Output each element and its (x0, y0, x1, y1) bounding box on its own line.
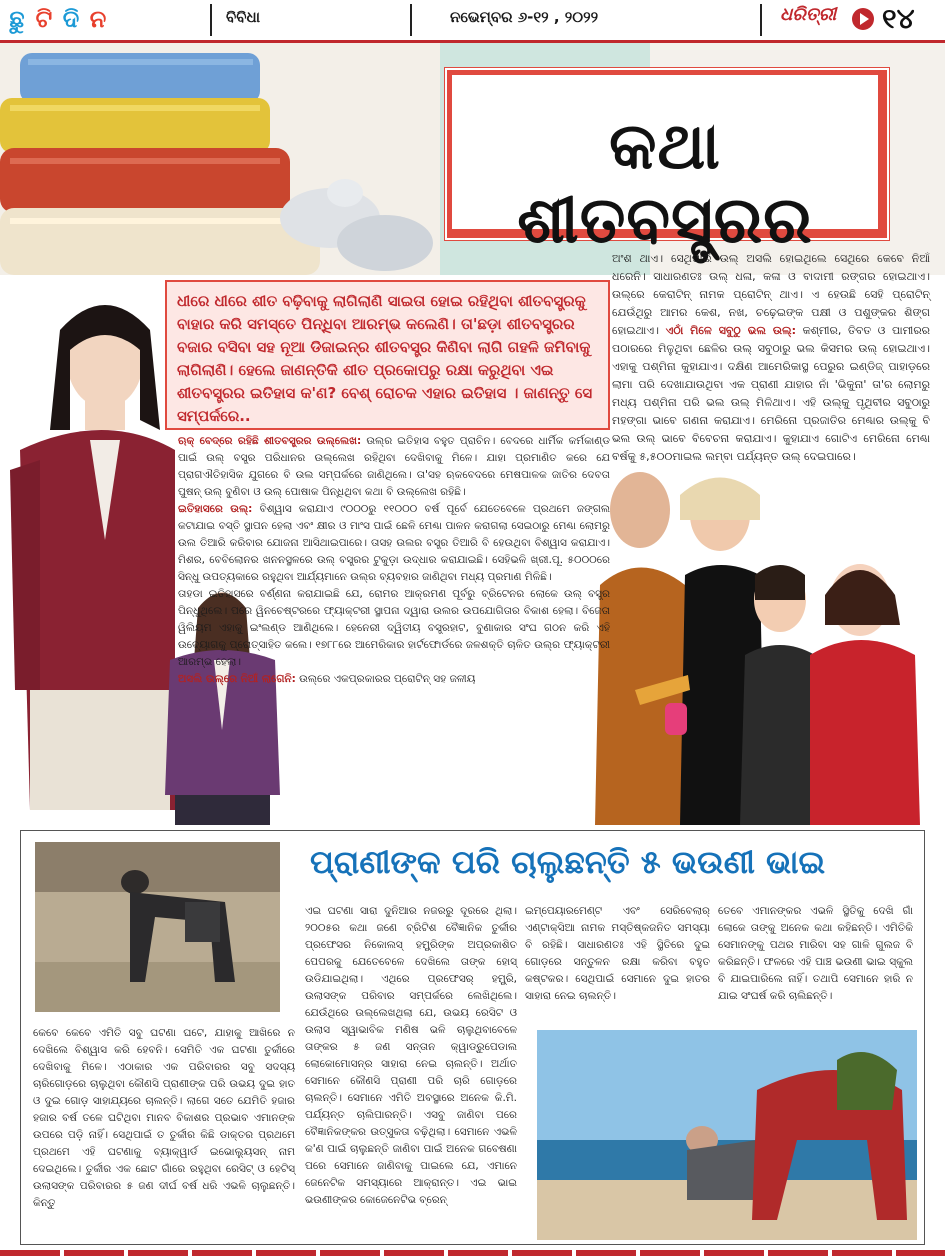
woman-maroon-cardigan-image (0, 290, 175, 830)
page-header (0, 0, 945, 43)
paragraph: ଅଂଶ ଥାଏ। ସେଥିପାଇଁ ଉଲ୍ ଅସଲି ହୋଇଥିଲେ ସେଥିରେ କେବେ ନିଆଁ ଧରେନି। ସାଧାରଣତଃ ଉଲ୍ ଧଳା, କଳା ଓ ବାଦାମୀ ରଙ୍ଗର ହୋଇଥାଏ। ଉଲ୍‌ରେ କେରାଟିନ୍ ନାମକ ପ୍ରୋଟିନ୍ ଥାଏ। ଏ ହେଉଛି ସେହି ପ୍ରୋଟିନ୍ ଯେଉଁଥିରୁ ଆମର କେଶ, ନଖ, ଚଢ଼େଇଙ୍କ ପକ୍ଷୀ ଓ ପଶୁଙ୍କର ଶିଙ୍ଗ ହୋଇଥାଏ। (612, 252, 930, 337)
subheading: ଋକ୍ ବେଦ୍‌ରେ ରହିଛି ଶୀତବସ୍ତ୍ରର ଉଲ୍ଲେଖ: (178, 435, 362, 447)
bottom-column-1: କେବେ କେବେ ଏମିତି ସବୁ ଘଟଣା ଘଟେ, ଯାହାକୁ ଆଖିରେ ନ ଦେଖିଲେ ବିଶ୍ୱାସ କରି ହେବନି। ସେମିତି ଏକ ଘଟଣା ତୁର୍କୀରେ ଦେଖିବାକୁ ମିଳେ। ଏଠାକାର ଏକ ପରିବାରର ସବୁ ସଦସ୍ୟ ଚାରିଗୋଡ଼ରେ ଚାଲୁଥିବା କୌଣସି ପ୍ରାଣୀଙ୍କ ପରି ଉଭୟ ଦୁଇ ହାତ ଓ ଦୁଇ ଗୋଡ଼ ସାହାଯ୍ୟରେ ଚାଲନ୍ତି। ଲାଗେ ସତେ ଯେମିତି ହଜାର ହଜାର ବର୍ଷ ତଳେ ଘଟିଥିବା ମାନବ ବିକାଶର ପ୍ରଭାବ ଏମାନଙ୍କ ଉପରେ ପଡ଼ି ନାହିଁ। ସେଥିପାଇଁ ତ ତୁର୍କୀର କିଛି ଡାକ୍ତର ପ୍ରଥମେ ପ୍ରଥମେ ଏହି ଘଟଣାକୁ ବ୍ୟାକ୍‌ୱାର୍ଡ ଇଭୋଲ୍ୟୁସନ୍ ନାମ ଦେଇଥିଲେ। ତୁର୍କୀର ଏକ ଛୋଟ ଗାଁରେ ରହୁଥିବା ରେସିଟ୍ ଓ ହେଟିସ୍ ଉଲାସଙ୍କ ପରିବାରର ୫ ଜଣ ଦୀର୍ଘ ବର୍ଷ ଧରି ଏଭଳି ଚାଲୁଛନ୍ତି। କିନ୍ତୁ (33, 1027, 295, 1209)
paragraph: ଉଲ୍‌ର ଇତିହାସ ବହୁତ ପ୍ରାଚିନ। ବେଦରେ ଧାର୍ମିକ କର୍ମକାଣ୍ଡ ପାଇଁ ଉଲ୍ ବସ୍ତ୍ର ପରିଧାନର ଉଲ୍ଲେଖ ରହିଥିବା ଦେଖିବାକୁ ମିଳେ। ଯାହା ପ୍ରମାଣିତ କରେ ଯେ ପ୍ରାଗଐତିହାସିକ ଯୁଗରେ ବି ଉଲ ସମ୍ପର୍କରେ ଜାଣିଥିଲେ। ତା'ସହ ଋକବେଦରେ ମେଷପାଳକ ଜାତିର ଦେବତା ପୁଷନ୍ ଉଲ୍ ବୁଣିବା ଓ ଉଲ୍ ପୋଷାକ ପିନ୍ଧିଥିବା କଥା ବି ଉଲ୍ଲେଖ ରହିଛି। (178, 435, 611, 498)
logo-char: ଟି (35, 5, 53, 33)
family-walking-on-beach-image (537, 1030, 917, 1240)
header-divider (210, 4, 212, 36)
bottom-column-2: ଏଇ ଘଟଣା ସାରା ଦୁନିଆର ନଜରରୁ ଦୂରରେ ଥିଲା। ୨୦୦୫ର କଥା ଜଣେ ବ୍ରିଟିଶ ବୈଜ୍ଞାନିକ ତୁର୍କୀର ପ୍ରଫେସର ନିକୋଲସ୍ ହମ୍ଫ୍ରିଙ୍କ ଅପ୍ରକାଶିତ ପେପରକୁ ଯେତେବେଳେ ଦେଖିଲେ ତାଙ୍କ ହୋସ୍ ଉଡିଯାଇଥିଲା। ଏଥିରେ ପ୍ରଫେସର୍ ହମ୍ଫ୍ରି, ଉଲାସଙ୍କ ପରିବାର ସମ୍ପର୍କରେ ଲେଖିଥିଲେ। ଯେଉଁଥିରେ ଉଲ୍ଲେଖଥିଲା ଯେ, ଉଭୟ ରେସିଟ ଓ ଉଲାସ ସ୍ୱାଭାବିକ ମଣିଷ ଭଳି ଚାଲୁଥିବାବେଳେ ତାଙ୍କର ୫ ଜଣ ସନ୍ତାନ କ୍ୱାଡ୍ରୁପେଡାଲ ଲୋକୋମୋସନ୍‌ର ସାହାରା ନେଇ ଚାଲନ୍ତି। ଅର୍ଥାତ ସେମାନେ କୌଣସି ପ୍ରାଣୀ ପରି ଚାରି ଗୋଡ଼ରେ ଚାଲନ୍ତି। ସେମାନେ ଏମିତି ଅବସ୍ଥାରେ ଅନେକ କି.ମି. ପର୍ଯ୍ୟନ୍ତ ଚାଲିପାରନ୍ତି। ଏସବୁ ଜାଣିବା ପରେ ବୈଜ୍ଞାନିକଙ୍କର ଉତ୍ସୁକତା ବଢ଼ିଥିଲା। ସେମାନେ ଏଭଳି କ'ଣ ପାଇଁ ଚାଲୁଛନ୍ତି ଜାଣିବା ପାଇଁ ଅନେକ ଗବେଷଣା ପରେ ସେମାନେ ଜାଣିବାକୁ ପାଇଲେ ଯେ, ଏମାନେ ଜେନେଟିକ ସମସ୍ୟାରେ ଆକ୍ରାନ୍ତ। ଏଇ ଭାଇ ଭଉଣୀଙ୍କର କୋଜେନେଟିଭ ବ୍ରେନ୍ (305, 905, 517, 1206)
issue-date: ନଭେମ୍ବର ୬-୧୨ , ୨୦୨୨ (450, 8, 599, 26)
subheading: ଏଠାଁ ମିଳେ ସବୁଠୁ ଭଲ ଉଲ୍: (665, 324, 796, 337)
logo-char: ଛୁ (9, 5, 25, 33)
footer-band (0, 1250, 945, 1256)
bottom-headline: ପ୍ରାଣୀଙ୍କ ପରି ଚାଲୁଛନ୍ତି ୫ ଭଉଣୀ ଭାଇ (310, 843, 826, 881)
logo-char: ନ (89, 5, 107, 33)
header-divider (410, 4, 412, 36)
subheading: ଅସଲି ଉଲ୍‌ରେ ନିଆଁ ଲାଗେନି: (178, 673, 296, 685)
logo-chuti-dina (4, 3, 112, 35)
intro-box: ଧୀରେ ଧୀରେ ଶୀତ ବଢ଼ିବାକୁ ଲାଗିଲାଣି ସାଇତା ହୋଇ ରହିଥିବା ଶୀତବସ୍ତ୍ରକୁ ବାହାର କରି ସମସ୍ତେ ପିନ୍ଧିବା ଆରମ୍ଭ କଲେଣି। ତା'ଛଡ଼ା ଶୀତବସ୍ତ୍ରର ବଜାର ବସିବା ସହ ନୂଆ ଡିଜାଇନ୍‌ର ଶୀତବସ୍ତ୍ର କିଣିବା ଲାଗି ଗହଳି ଜମିବାକୁ ଲାଗିଲାଣି। ହେଲେ ଜାଣନ୍ତିକି ଶୀତ ପ୍ରକୋପରୁ ରକ୍ଷା କରୁଥିବା ଏଇ ଶୀତବସ୍ତ୍ରର ଇତିହାସ କ'ଣ? ବେଶ୍ ରୋଚକ ଏହାର ଇତିହାସ । ଜାଣନ୍ତୁ ସେ ସମ୍ପର୍କରେ.. (165, 280, 610, 430)
header-divider (760, 4, 762, 36)
article-right-column (612, 250, 930, 466)
brand-logo: ଧରିତ୍ରୀ (780, 4, 837, 25)
subheading: ଇତିହାସରେ ଉଲ୍: (178, 503, 253, 515)
bottom-column-3: ଇମ୍ପେୟାରମେଣ୍ଟ ଏବଂ ସେରିବେଲାର୍ ଏଣ୍ଟାକ୍ସିଆ ନାମକ ମସ୍ତିଷ୍କଜନିତ ସମସ୍ୟା ବି ରହିଛି। ସାଧାରଣତଃ ଏହି ସ୍ଥିତିରେ ଦୁଇ ଗୋଡ଼ରେ ସନ୍ତୁଳନ ରକ୍ଷା କରିବା ବହୁତ କଷ୍ଟକର। ସେଥିପାଇଁ ସେମାନେ ଦୁଇ ହାତର ସାହାରା ନେଇ ଚାଲନ୍ତି। (525, 905, 710, 1002)
play-icon (852, 8, 874, 30)
article-middle-column (178, 433, 610, 688)
man-walking-on-all-fours-image (35, 842, 280, 1012)
paragraph: ବିଶ୍ୱାସ କରାଯାଏ ୯୦୦୦ରୁ ୧୧୦୦୦ ବର୍ଷ ପୂର୍ବେ ଯେତେବେଳେ ପ୍ରଥମେ ଜଙ୍ଗଲ କଟାଯାଇ ବସ୍ତି ସ୍ଥାପନ ହେଲା ଏବଂ କ୍ଷୀର ଓ ମାଂସ ପାଇଁ ଛେଳି ମେଣ୍ଢା ପାଳନ କରାଗଲା ସେଇଠାରୁ ମେଣ୍ଢା ଲୋମରୁ ଉଲ ତିଆରି କରିବାର ଯୋଜନା ଆସିଥାଇପାରେ। ତାସହ ଉଲର ବସ୍ତ୍ର ତିଆରି ବି ହେଉଥିବା ବିଶ୍ୱାସ କରାଯାଏ। ମିଶର, ବେବିଲୋନର ଖନନସ୍ଥଳରେ ଉଲ୍ ବସ୍ତ୍ରର ଟୁକୁଡ଼ା ଉଦ୍ଧାର କରାଯାଇଛି। ସେହିଭଳି ଖ୍ରୀ.ପୂ. ୫୦୦୦ରେ ସିନ୍ଧୁ ଉପତ୍ୟକାରେ ରହୁଥିବା ଆର୍ଯ୍ୟମାନେ ଉଲ୍‌ର ବ୍ୟବହାର ଜାଣିଥିବା ମଧ୍ୟ ପ୍ରମାଣ ମିଳିଛି। (178, 503, 610, 583)
main-headline: କଥା ଶୀତବସ୍ତ୍ରର (517, 110, 813, 258)
family-in-winter-wear-image (570, 465, 930, 825)
paragraph: କଶ୍ମୀର, ତିବତ ଓ ପାମୀରର ପଠାରରେ ମିଳୁଥିବା ଛେଳିର ଉଲ୍ ସବୁଠାରୁ ଭଲ କିସମର ଉଲ୍ ହୋଇଥାଏ। ଏହାକୁ ପଶ୍ମିନା କୁହାଯାଏ। ଦକ୍ଷିଣ ଆମେରିକାସ୍ଥ ପେରୁର ଇଣ୍ଡିଜ୍ ପାହାଡ଼ରେ ଲାମା ପରି ଦେଖାଯାଉଥିବା ଏକ ପ୍ରାଣୀ ଯାହାର ନାଁ 'ଭିକୁନା' ତା'ର ଲୋମରୁ ମଧ୍ୟ ପଶ୍ମିନା ପରି ଭଲ ଉଲ୍ ମିଳିଥାଏ। ଏହି ଉଲ୍‌କୁ ପୃଥିବୀର ସବୁଠାରୁ ମହଙ୍ଗା ଭାବେ ଗଣନା କରାଯାଏ। ମେରିନୋ ପ୍ରଜାତିର ମେଣ୍ଢାର ଉଲ୍‌କୁ ବି ଭଲ ଉଲ୍ ଭାବେ ବିବେଚନା କରାଯାଏ। କୁହାଯାଏ ଗୋଟିଏ ମେରିନୋ ମେଣ୍ଢା ବର୍ଷକୁ ୫,୫୦୦ମାଇଲ ଲମ୍ବା ପର୍ଯ୍ୟନ୍ତ ଉଲ୍ ଦେଇପାରେ। (612, 324, 930, 463)
sweater-stack-image (0, 43, 440, 275)
bottom-column-4: ତେବେ ଏମାନଙ୍କର ଏଭଳି ସ୍ଥିତିକୁ ଦେଖି ଗାଁ ଲୋକେ ତାଙ୍କୁ ଅନେକ କଥା କହିଛନ୍ତି। ଏମିତିକି ସେମାନଙ୍କୁ ପଥର ମାରିବା ସହ ଗାଳି ଗୁଲଜ ବି କରିଛନ୍ତି। ଫଳରେ ଏହି ପାଞ୍ଚ ଭଉଣୀ ଭାଇ ସ୍କୁଲ ବି ଯାଇପାରିଲେ ନାହିଁ। ତଥାପି ସେମାନେ ହାରି ନ ଯାଇ ସଂଘର୍ଷ କରି ଚାଲିଛନ୍ତି। (718, 905, 913, 1002)
logo-char: ଦି (62, 5, 80, 33)
paragraph: ଉଲ୍‌ରେ ଏକପ୍ରକାରର ପ୍ରୋଟିନ୍ ସହ ଜଳୀୟ (299, 673, 476, 685)
paragraph: ତାହଡା ଇତିହାସରେ ବର୍ଣ୍ଣନା କରାଯାଇଛି ଯେ, ରୋମର ଆକ୍ରମଣ ପୂର୍ବରୁ ବ୍ରିଟେନର ଲୋକେ ଉଲ୍ ବସ୍ତ୍ର ପିନ୍ଧୁଥିଲେ। ପରେ ୱିନଚେଷ୍ଟରରେ ଫ୍ୟାକ୍ଟରୀ ସ୍ଥାପନା ଦ୍ୱାରା ଉଲର ଉପଯୋଗିତାର ବିକାଶ ହେଲା। ବିଜେତା ୱିଲିୟମ ଏହାକୁ ଇଂଲଣ୍ଡ ଆଣିଥିଲେ। ହେନେରୀ ଦ୍ୱିତୀୟ ବସ୍ତ୍ରହାଟ, ବୁଣାକାର ସଂଘ ଗଠନ କରି ଏହି ଉଦ୍ୟୋଗକୁ ପ୍ରୋତ୍ସାହିତ କଲେ। ୧୭୮୮ରେ ଆମେରିକାର ହାର୍ଟଫୋର୍ଡରେ ଜଳଶକ୍ତି ଚାଳିତ ଉଲ୍‌ର ଫ୍ୟାକ୍ଟରୀ ଆରମ୍ଭ ହେଲା। (178, 588, 610, 668)
page-number: ୧୪ (882, 2, 915, 35)
section-name: ବିବିଧା (226, 8, 261, 26)
